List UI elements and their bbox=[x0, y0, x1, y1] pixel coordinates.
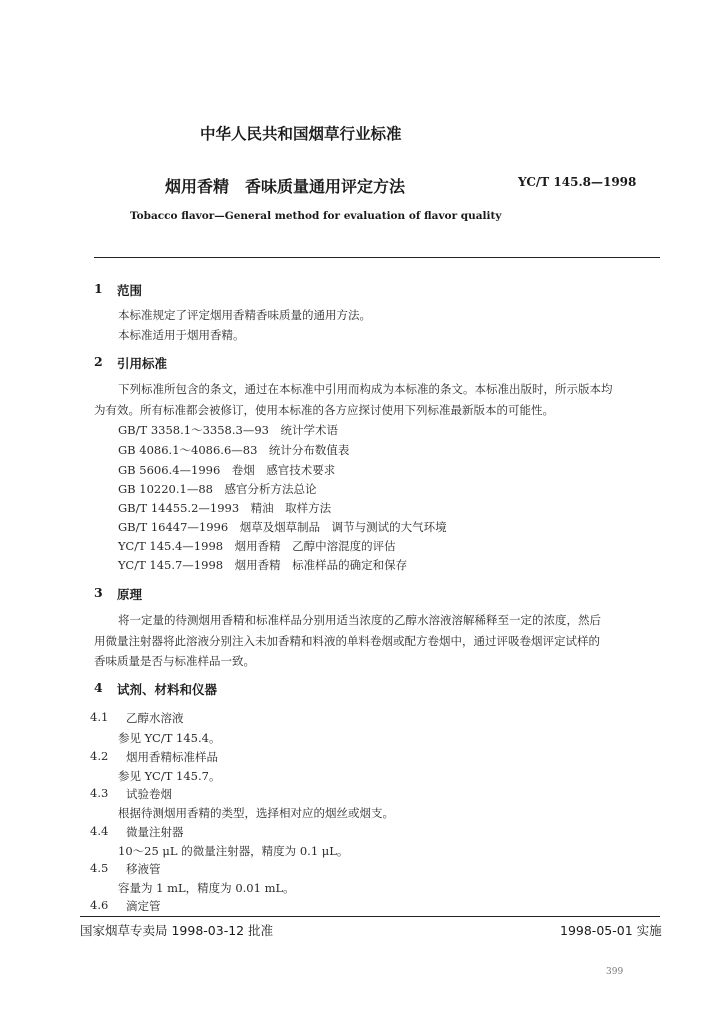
issuing-organization: 中华人民共和国烟草行业标准 bbox=[200, 125, 402, 143]
document-title-cn: 烟用香精 香味质量通用评定方法 bbox=[165, 177, 406, 196]
section-1-title: 范围 bbox=[117, 283, 143, 298]
subsection-title: 烟用香精标准样品 bbox=[126, 750, 218, 764]
header-rule bbox=[94, 257, 660, 258]
section-3-line: 香味质量是否与标准样品一致。 bbox=[94, 654, 255, 668]
subsection-text: 根据待测烟用香精的类型，选择相对应的烟丝或烟支。 bbox=[118, 806, 394, 820]
subsection-number: 4.4 bbox=[90, 824, 109, 838]
subsection-title: 乙醇水溶液 bbox=[126, 711, 184, 725]
subsection-number: 4.6 bbox=[90, 898, 109, 912]
reference-item: YC/T 145.4—1998 烟用香精 乙醇中溶混度的评估 bbox=[118, 539, 396, 553]
effective-date: 1998-05-01 实施 bbox=[560, 923, 662, 938]
reference-item: GB 10220.1—88 感官分析方法总论 bbox=[118, 482, 317, 496]
subsection-number: 4.2 bbox=[90, 749, 109, 763]
section-2-number: 2 bbox=[94, 354, 103, 369]
reference-item: GB/T 14455.2—1993 精油 取样方法 bbox=[118, 501, 332, 515]
reference-item: YC/T 145.7—1998 烟用香精 标准样品的确定和保存 bbox=[118, 558, 408, 572]
subsection-text: 参见 YC/T 145.7。 bbox=[118, 769, 221, 783]
subsection-number: 4.1 bbox=[90, 710, 109, 724]
subsection-title: 滴定管 bbox=[126, 899, 161, 913]
subsection-number: 4.5 bbox=[90, 861, 109, 875]
section-4-number: 4 bbox=[94, 680, 103, 695]
reference-item: GB 4086.1～4086.6—83 统计分布数值表 bbox=[118, 443, 350, 457]
section-2-intro-line: 为有效。所有标准都会被修订，使用本标准的各方应探讨使用下列标准最新版本的可能性。 bbox=[94, 403, 554, 417]
approval-date: 国家烟草专卖局 1998-03-12 批准 bbox=[80, 923, 274, 938]
section-3-title: 原理 bbox=[117, 587, 143, 602]
section-1-line: 本标准适用于烟用香精。 bbox=[118, 328, 245, 342]
section-3-line: 将一定量的待测烟用香精和标准样品分别用适当浓度的乙醇水溶液溶解稀释至一定的浓度，然后 bbox=[118, 613, 601, 627]
page-number: 399 bbox=[606, 967, 624, 977]
subsection-title: 微量注射器 bbox=[126, 825, 184, 839]
subsection-title: 试验卷烟 bbox=[126, 787, 172, 801]
section-4-title: 试剂、材料和仪器 bbox=[117, 682, 218, 697]
section-1-line: 本标准规定了评定烟用香精香味质量的通用方法。 bbox=[118, 308, 371, 322]
subsection-title: 移液管 bbox=[126, 862, 161, 876]
reference-item: GB/T 3358.1～3358.3—93 统计学术语 bbox=[118, 423, 338, 437]
standard-number: YC/T 145.8—1998 bbox=[518, 175, 637, 189]
footer-rule bbox=[80, 916, 660, 917]
section-2-title: 引用标准 bbox=[117, 356, 168, 371]
document-title-en: Tobacco flavor—General method for evaluation of flavor quality bbox=[130, 210, 502, 222]
section-3-line: 用微量注射器将此溶液分别注入未加香精和料液的单料卷烟或配方卷烟中，通过评吸卷烟评定试样的 bbox=[94, 634, 600, 648]
subsection-text: 容量为 1 mL，精度为 0.01 mL。 bbox=[118, 881, 295, 895]
section-3-number: 3 bbox=[94, 585, 103, 600]
subsection-text: 10～25 μL 的微量注射器，精度为 0.1 μL。 bbox=[118, 844, 349, 858]
subsection-number: 4.3 bbox=[90, 786, 109, 800]
section-2-intro-line: 下列标准所包含的条文，通过在本标准中引用而构成为本标准的条文。本标准出版时，所示版本均 bbox=[118, 382, 613, 396]
reference-item: GB/T 16447—1996 烟草及烟草制品 调节与测试的大气环境 bbox=[118, 520, 447, 534]
reference-item: GB 5606.4—1996 卷烟 感官技术要求 bbox=[118, 463, 336, 477]
section-1-number: 1 bbox=[94, 281, 103, 296]
subsection-text: 参见 YC/T 145.4。 bbox=[118, 731, 221, 745]
